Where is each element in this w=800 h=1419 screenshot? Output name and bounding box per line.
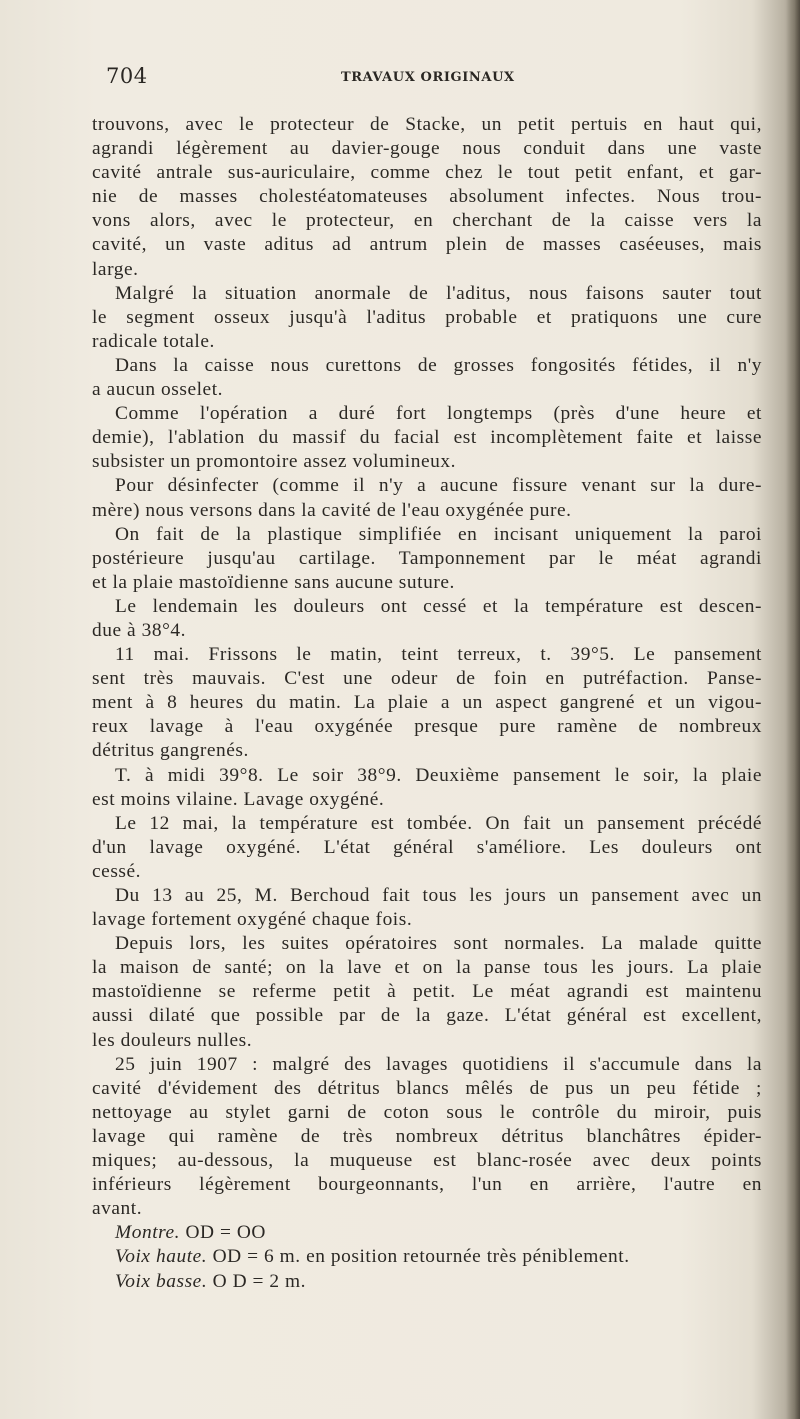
text-line: due à 38°4.: [92, 619, 187, 641]
text-line: mère) nous versons dans la cavité de l'eau oxygénée pure.: [92, 499, 572, 521]
text-line: d'un lavage oxygéné. L'état général s'améliore. Les douleurs ont: [92, 836, 762, 858]
text-line: miques; au-dessous, la muqueuse est blanc-rosée avec deux points: [92, 1150, 762, 1172]
text-line: aussi dilaté que possible par de la gaze. L'état général est excellent,: [92, 1005, 762, 1027]
text-line: Du 13 au 25, M. Berchoud fait tous les jours un pansement avec un: [115, 885, 762, 906]
text-line: reux lavage à l'eau oxygénée presque pure ramène de nombreux: [92, 716, 762, 738]
measurement-label: Montre.: [115, 1222, 181, 1244]
text-line: subsister un promontoire assez volumineux.: [92, 451, 456, 473]
measurement-value: OD = 6 m. en position retournée très péniblement.: [212, 1246, 630, 1268]
body-text: [92, 113, 762, 1294]
measurement-label: Voix basse.: [115, 1270, 208, 1292]
text-line: Le lendemain les douleurs ont cessé et la température est descen-: [115, 595, 762, 617]
measurement-value: O D = 2 m.: [212, 1270, 307, 1292]
text-line: large.: [92, 258, 139, 280]
text-line: cavité antrale sus-auriculaire, comme chez le tout petit enfant, et gar-: [92, 162, 762, 184]
page-edge-shadow: [786, 0, 800, 1419]
text-line: est moins vilaine. Lavage oxygéné.: [92, 788, 385, 810]
text-line: Dans la caisse nous curettons de grosses fongosités fétides, il n'y: [115, 354, 762, 376]
text-line: cessé.: [92, 860, 142, 882]
text-line: Comme l'opération a duré fort longtemps (près d'une heure et: [115, 403, 762, 425]
running-head: TRAVAUX ORIGINAUX: [341, 70, 515, 85]
text-line: Malgré la situation anormale de l'aditus, nous faisons sauter tout: [115, 282, 762, 304]
text-line: vons alors, avec le protecteur, en cherchant de la caisse vers la: [92, 210, 762, 232]
text-line: radicale totale.: [92, 330, 215, 352]
text-line: cavité d'évidement des détritus blancs mêlés de pus un peu fétide ;: [92, 1077, 762, 1099]
text-line: la maison de santé; on la lave et on la panse tous les jours. La plaie: [92, 957, 762, 979]
text-line: lavage fortement oxygéné chaque fois.: [92, 909, 413, 931]
text-line: cavité, un vaste aditus ad antrum plein de masses caséeuses, mais: [92, 234, 762, 256]
text-line: a aucun osselet.: [92, 379, 224, 401]
measurement-line: [92, 1270, 762, 1294]
text-line: Pour désinfecter (comme il n'y a aucune fissure venant sur la dure-: [115, 475, 762, 497]
text-line: lavage qui ramène de très nombreux détritus blanchâtres épider-: [92, 1125, 762, 1147]
text-line: Le 12 mai, la température est tombée. On fait un pansement précédé: [115, 812, 762, 834]
measurement-line: [92, 1221, 762, 1245]
text-line: 11 mai. Frissons le matin, teint terreux, t. 39°5. Le pansement: [115, 644, 762, 666]
measurement-value: OD = OO: [185, 1222, 266, 1244]
text-line: détritus gangrenés.: [92, 740, 249, 762]
text-line: et la plaie mastoïdienne sans aucune suture.: [92, 571, 455, 593]
text-line: postérieure jusqu'au cartilage. Tamponnement par le méat agrandi: [92, 547, 762, 569]
text-line: sent très mauvais. C'est une odeur de foin en putréfaction. Panse-: [92, 668, 762, 690]
text-line: nettoyage au stylet garni de coton sous le contrôle du miroir, puis: [92, 1101, 762, 1123]
text-line: agrandi légèrement au davier-gouge nous conduit dans une vaste: [92, 138, 762, 160]
text-line: Depuis lors, les suites opératoires sont normales. La malade quitte: [115, 933, 762, 955]
text-line: On fait de la plastique simplifiée en incisant uniquement la paroi: [115, 523, 762, 545]
text-line: mastoïdienne se referme petit à petit. Le méat agrandi est maintenu: [92, 981, 762, 1003]
hearing-measurements: [92, 1221, 762, 1293]
text-line: T. à midi 39°8. Le soir 38°9. Deuxième pansement le soir, la plaie: [115, 764, 762, 786]
text-line: demie), l'ablation du massif du facial est incomplètement faite et laisse: [92, 427, 762, 449]
text-line: les douleurs nulles.: [92, 1029, 253, 1051]
text-line: le segment osseux jusqu'à l'aditus probable et pratiquons une cure: [92, 306, 762, 328]
text-line: inférieurs légèrement bourgeonnants, l'un en arrière, l'autre en: [92, 1174, 762, 1196]
text-line: trouvons, avec le protecteur de Stacke, un petit pertuis en haut qui,: [92, 114, 762, 135]
text-line: avant.: [92, 1198, 143, 1220]
text-line: nie de masses cholestéatomateuses absolument infectes. Nous trou-: [92, 186, 762, 208]
page-header: [106, 64, 766, 94]
text-line: 25 juin 1907 : malgré des lavages quotidiens il s'accumule dans la: [115, 1053, 762, 1075]
measurement-line: [92, 1245, 762, 1269]
text-line: ment à 8 heures du matin. La plaie a un aspect gangrené et un vigou-: [92, 692, 762, 714]
page-number: 704: [106, 64, 148, 88]
measurement-label: Voix haute.: [115, 1246, 208, 1268]
